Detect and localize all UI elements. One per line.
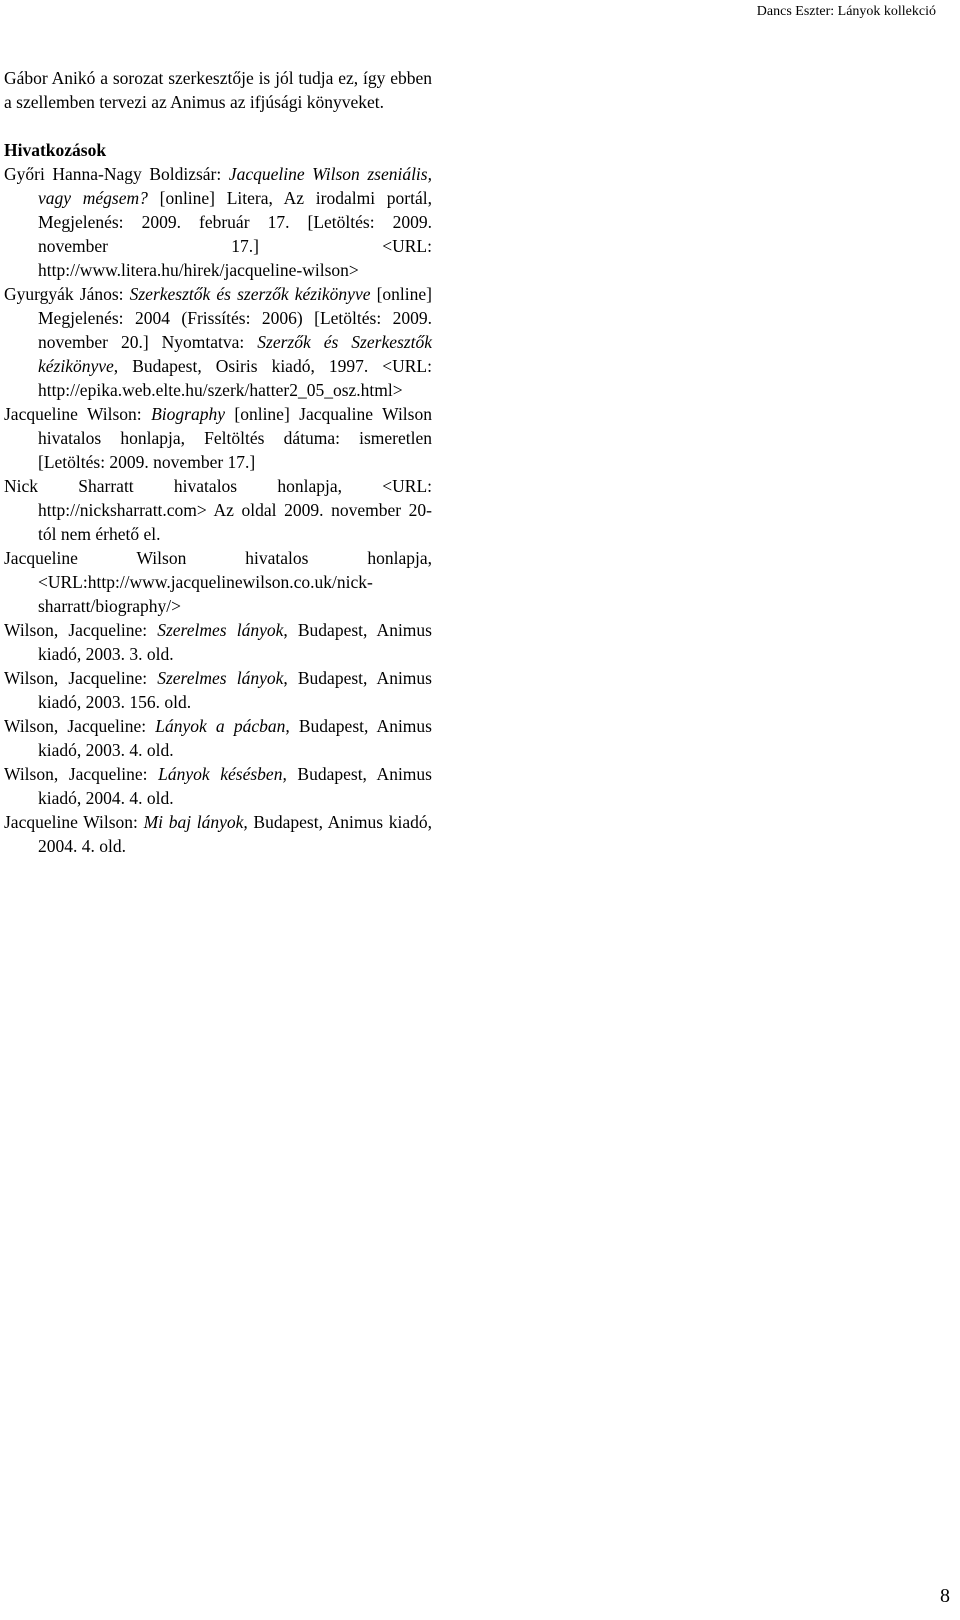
reference-title: Biography bbox=[151, 404, 225, 424]
reference-title: Szerzők és Szerkesztők kézikönyve bbox=[38, 332, 432, 376]
reference-item bbox=[4, 474, 432, 546]
reference-text: Jacqueline Wilson: bbox=[4, 404, 152, 424]
reference-text: Jacqueline Wilson hivatalos honlapja, <URL:http://www.jacquelinewilson.co.uk/nick-sharratt/biography/> bbox=[4, 548, 432, 616]
reference-item bbox=[4, 618, 432, 666]
reference-item bbox=[4, 282, 432, 402]
reference-title: Szerkesztők és szerzők kézikönyve bbox=[129, 284, 371, 304]
reference-text: [online] Megjelenés: 2004 (Frissítés: 2006) [Letöltés: 2009. november 20.] Nyomtatva: bbox=[38, 284, 432, 352]
reference-text: Wilson, Jacqueline: bbox=[4, 620, 158, 640]
reference-text: Budapest, Animus kiadó, 2003. 4. old. bbox=[38, 716, 432, 760]
reference-title: Szerelmes lányok bbox=[157, 620, 284, 640]
reference-text: Budapest, Animus kiadó, 2004. 4. old. bbox=[38, 812, 432, 856]
reference-item bbox=[4, 714, 432, 762]
reference-item bbox=[4, 402, 432, 474]
reference-title: Szerelmes lányok bbox=[157, 668, 284, 688]
page-number: 8 bbox=[940, 1585, 950, 1607]
reference-title: Jacqueline Wilson zseniális, vagy mégsem? bbox=[38, 164, 432, 208]
reference-text: Wilson, Jacqueline: bbox=[4, 668, 158, 688]
reference-title: Mi baj lányok, bbox=[143, 812, 248, 832]
reference-text: Nick Sharratt hivatalos honlapja, <URL: http://nicksharratt.com> Az oldal 2009. november 20-tól nem érhető el. bbox=[4, 476, 432, 544]
references-heading: Hivatkozások bbox=[4, 140, 107, 160]
reference-item bbox=[4, 666, 432, 714]
reference-text: Gyurgyák János: bbox=[4, 284, 130, 304]
running-header: Dancs Eszter: Lányok kollekció bbox=[756, 4, 936, 19]
reference-item bbox=[4, 810, 432, 858]
reference-text: [online] Jacqualine Wilson hivatalos honlapja, Feltöltés dátuma: ismeretlen [Letöltés: 2009. november 17.] bbox=[38, 404, 432, 472]
reference-text: , Budapest, Osiris kiadó, 1997. <URL: http://epika.web.elte.hu/szerk/hatter2_05_osz.html> bbox=[38, 356, 432, 400]
reference-text: , Budapest, Animus kiadó, 2003. 156. old. bbox=[38, 668, 432, 712]
reference-text: Wilson, Jacqueline: bbox=[4, 716, 156, 736]
reference-text: , Budapest, Animus kiadó, 2003. 3. old. bbox=[38, 620, 432, 664]
reference-text: Győri Hanna-Nagy Boldizsár: bbox=[4, 164, 229, 184]
reference-text: Budapest, Animus kiadó, 2004. 4. old. bbox=[38, 764, 432, 808]
reference-title: Lányok késésben, bbox=[158, 764, 287, 784]
intro-paragraph: Gábor Anikó a sorozat szerkesztője is jól tudja ez, így ebben a szellemben tervezi az Animus az ifjúsági könyveket. bbox=[4, 68, 432, 112]
reference-title: Lányok a pácban, bbox=[155, 716, 290, 736]
reference-item bbox=[4, 162, 432, 282]
page-body bbox=[4, 66, 432, 858]
reference-text: Jacqueline Wilson: bbox=[4, 812, 144, 832]
reference-item bbox=[4, 762, 432, 810]
reference-item bbox=[4, 546, 432, 618]
reference-text: [online] Litera, Az irodalmi portál, Megjelenés: 2009. február 17. [Letöltés: 2009. november 17.] <URL: http://www.litera.hu/hirek/jacqueline-wilson> bbox=[38, 188, 432, 280]
reference-text: Wilson, Jacqueline: bbox=[4, 764, 159, 784]
